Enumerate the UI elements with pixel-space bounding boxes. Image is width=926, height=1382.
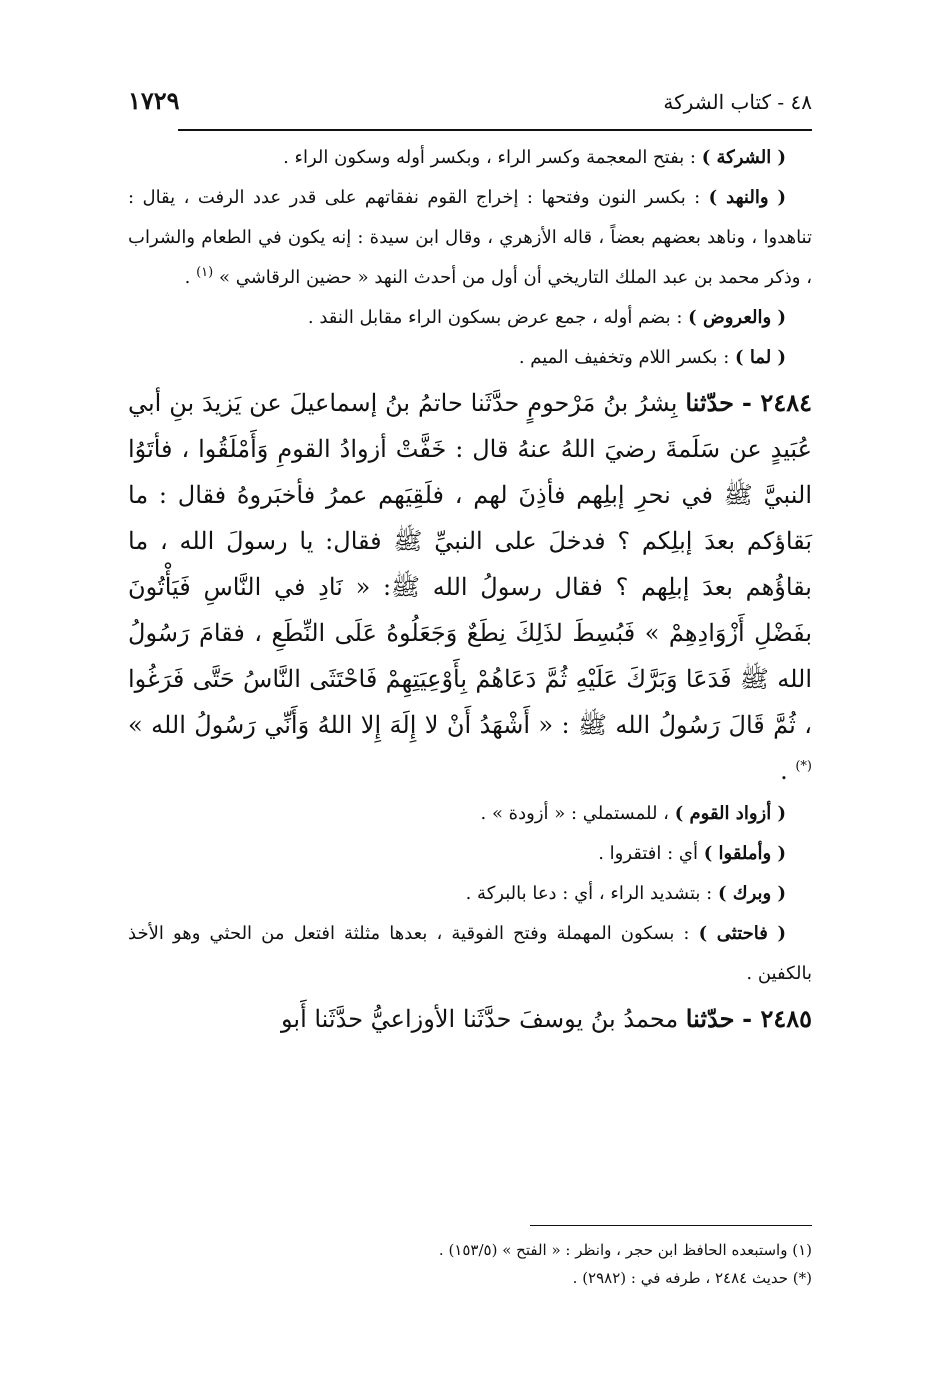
gloss-paragraph bbox=[128, 338, 812, 378]
gloss-paragraph bbox=[128, 138, 812, 178]
footnote-divider bbox=[530, 1225, 812, 1226]
header-divider bbox=[178, 129, 812, 131]
gloss-term: ( وبرك ) bbox=[717, 883, 786, 904]
gloss-paragraph bbox=[128, 834, 812, 874]
gloss-paragraph bbox=[128, 914, 812, 994]
gloss-term: ( أزواد القوم ) bbox=[674, 803, 786, 824]
gloss-paragraph bbox=[128, 298, 812, 338]
footnote: (١) واستبعده الحافظ ابن حجر ، وانظر : « الفتح » (١٥٣/٥) . bbox=[438, 1241, 812, 1259]
gloss-term: ( فاحتثى ) bbox=[698, 923, 786, 944]
hadith-opening: حدّثنا bbox=[685, 1004, 735, 1033]
gloss-term: ( لما ) bbox=[735, 347, 786, 368]
hadith-tail: . bbox=[780, 757, 796, 785]
hadith-text: محمدُ بنُ يوسفَ حدَّثَنا الأوزاعيُّ حدَّثَنا أَبو bbox=[280, 1005, 686, 1033]
footnote: (*) حديث ٢٤٨٤ ، طرفه في : (٢٩٨٢) . bbox=[572, 1269, 812, 1287]
footnote-marker: (١) bbox=[196, 265, 214, 280]
gloss-paragraph bbox=[128, 794, 812, 834]
gloss-paragraph bbox=[128, 178, 812, 298]
hadith-opening: حدّثنا bbox=[685, 388, 734, 417]
gloss-text: : بسكون المهملة وفتح الفوقية ، بعدها مثلثة افتعل من الحثي وهو الأخذ بالكفين . bbox=[128, 923, 812, 984]
hadith-2484 bbox=[128, 380, 812, 794]
gloss-term: ( وأملقوا ) bbox=[703, 843, 786, 864]
hadith-text: بِشرُ بنُ مَرْحومٍ حدَّثَنا حاتمُ بنُ إسماعيلَ عن يَزيدَ بنِ أبي عُبَيدٍ عن سَلَمةَ رضيَ اللهُ عنهُ قال : خَفَّتْ أزوادُ القومِ وَأَمْلَقُوا ، فأتَوُا النبيَّ ﷺ في نحرِ إبلِهم فأذِنَ لهم ، فلَقِيَهم عمرُ فأخبَروهُ فقال : ما بَقاؤكم بعدَ إبلِكم ؟ فدخلَ على النبيِّ ﷺ فقال: يا رسولَ الله ، ما بقاؤُهم بعدَ إبلِهم ؟ فقال رسولُ الله ﷺ: « نَادِ في النَّاسِ فَيَأْتُونَ بفَضْلِ أَزْوَادِهِمْ » فَبُسِطَ لذَلِكَ نِطَعٌ وَجَعَلُوهُ عَلَى النِّطَعِ ، فقامَ رَسُولُ الله ﷺ فَدَعَا وَبَرَّكَ عَلَيْهِ ثُمَّ دَعَاهُمْ بِأَوْعِيَتِهِمْ فَاحْتَثَى النَّاسُ حَتَّى فَرَغُوا ، ثُمَّ قَالَ رَسُولُ الله ﷺ : « أَشْهَدُ أَنْ لا إِلَهَ إِلا اللهُ وَأَنِّي رَسُولُ الله » bbox=[128, 389, 813, 739]
gloss-term: ( والنهد ) bbox=[708, 187, 787, 208]
gloss-text: : بتشديد الراء ، أي : دعا بالبركة . bbox=[465, 883, 718, 904]
page-number: ١٧٢٩ bbox=[128, 86, 180, 115]
chapter-title: ٤٨ - كتاب الشركة bbox=[663, 90, 812, 114]
gloss-text: : بفتح المعجمة وكسر الراء ، وبكسر أوله وسكون الراء . bbox=[283, 147, 702, 168]
gloss-text: أي : افتقروا . bbox=[598, 843, 704, 864]
gloss-text: : بكسر اللام وتخفيف الميم . bbox=[518, 347, 736, 368]
footnote-marker: (*) bbox=[795, 759, 812, 774]
gloss-text: ، للمستملي : « أزودة » . bbox=[480, 803, 675, 824]
gloss-term: ( الشركة ) bbox=[701, 147, 786, 168]
page-header bbox=[128, 84, 812, 124]
main-text bbox=[128, 138, 812, 1042]
footnotes bbox=[128, 1236, 812, 1292]
gloss-text: : بكسر النون وفتحها : إخراج القوم نفقاتهم على قدر عدد الرفت ، يقال : تناهدوا ، وناهد بعضهم بعضاً ، قاله الأزهري ، وقال ابن سيدة : إنه يكون في الطعام والشراب ، وذكر محمد بن عبد الملك التاريخي أن أول من أحدث النهد « حضين الرقاشي » bbox=[128, 187, 812, 288]
gloss-term: ( والعروض ) bbox=[688, 307, 786, 328]
hadith-number: ٢٤٨٥ - bbox=[742, 1004, 812, 1033]
gloss-tail: . bbox=[184, 267, 197, 288]
gloss-paragraph bbox=[128, 874, 812, 914]
gloss-text: : بضم أوله ، جمع عرض بسكون الراء مقابل النقد . bbox=[307, 307, 689, 328]
hadith-2485 bbox=[128, 996, 812, 1042]
hadith-number: ٢٤٨٤ - bbox=[741, 388, 812, 417]
